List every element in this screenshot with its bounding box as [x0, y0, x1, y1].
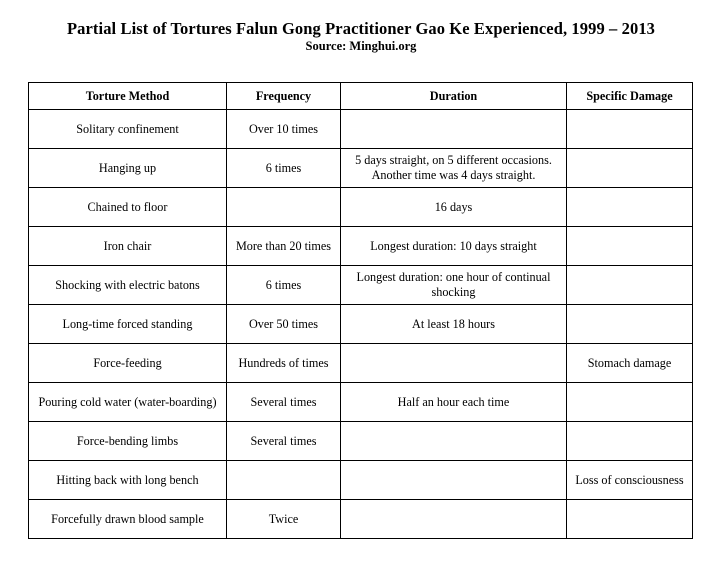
table-row [29, 383, 693, 422]
cell-duration: Longest duration: 10 days straight [341, 227, 567, 266]
cell-specific-damage [567, 500, 693, 539]
cell-frequency: Over 50 times [227, 305, 341, 344]
column-header-duration: Duration [341, 83, 567, 110]
table-row [29, 422, 693, 461]
cell-frequency: Several times [227, 383, 341, 422]
table-row [29, 500, 693, 539]
cell-torture-method: Chained to floor [29, 188, 227, 227]
cell-frequency: Over 10 times [227, 110, 341, 149]
cell-torture-method: Solitary confinement [29, 110, 227, 149]
cell-specific-damage [567, 422, 693, 461]
cell-frequency [227, 461, 341, 500]
cell-duration [341, 500, 567, 539]
cell-duration: At least 18 hours [341, 305, 567, 344]
cell-frequency: Hundreds of times [227, 344, 341, 383]
cell-duration: Longest duration: one hour of continual shocking [341, 266, 567, 305]
cell-frequency: 6 times [227, 266, 341, 305]
column-header-torture-method: Torture Method [29, 83, 227, 110]
cell-torture-method: Iron chair [29, 227, 227, 266]
table-header-row [29, 83, 693, 110]
cell-duration [341, 422, 567, 461]
cell-duration: 5 days straight, on 5 different occasions. Another time was 4 days straight. [341, 149, 567, 188]
cell-specific-damage: Stomach damage [567, 344, 693, 383]
table-row [29, 149, 693, 188]
cell-torture-method: Hitting back with long bench [29, 461, 227, 500]
table-row [29, 461, 693, 500]
cell-torture-method: Force-bending limbs [29, 422, 227, 461]
table-row [29, 344, 693, 383]
cell-frequency: More than 20 times [227, 227, 341, 266]
cell-duration: 16 days [341, 188, 567, 227]
table-row [29, 188, 693, 227]
torture-table [28, 82, 693, 539]
cell-specific-damage [567, 305, 693, 344]
column-header-frequency: Frequency [227, 83, 341, 110]
cell-specific-damage [567, 227, 693, 266]
cell-duration [341, 461, 567, 500]
cell-specific-damage [567, 110, 693, 149]
cell-torture-method: Forcefully drawn blood sample [29, 500, 227, 539]
page-title: Partial List of Tortures Falun Gong Practitioner Gao Ke Experienced, 1999 – 2013 [66, 19, 656, 38]
cell-torture-method: Force-feeding [29, 344, 227, 383]
cell-specific-damage [567, 188, 693, 227]
cell-specific-damage [567, 383, 693, 422]
table-row [29, 227, 693, 266]
table-row [29, 110, 693, 149]
cell-torture-method: Long-time forced standing [29, 305, 227, 344]
cell-duration [341, 344, 567, 383]
cell-torture-method: Pouring cold water (water-boarding) [29, 383, 227, 422]
cell-duration: Half an hour each time [341, 383, 567, 422]
cell-duration [341, 110, 567, 149]
cell-frequency: 6 times [227, 149, 341, 188]
title-block [0, 18, 722, 54]
table-row [29, 266, 693, 305]
cell-specific-damage: Loss of consciousness [567, 461, 693, 500]
table-row [29, 305, 693, 344]
cell-torture-method: Hanging up [29, 149, 227, 188]
cell-frequency: Several times [227, 422, 341, 461]
cell-specific-damage [567, 149, 693, 188]
cell-frequency: Twice [227, 500, 341, 539]
cell-specific-damage [567, 266, 693, 305]
cell-frequency [227, 188, 341, 227]
column-header-specific-damage: Specific Damage [567, 83, 693, 110]
source-line: Source: Minghui.org [305, 39, 417, 53]
cell-torture-method: Shocking with electric batons [29, 266, 227, 305]
